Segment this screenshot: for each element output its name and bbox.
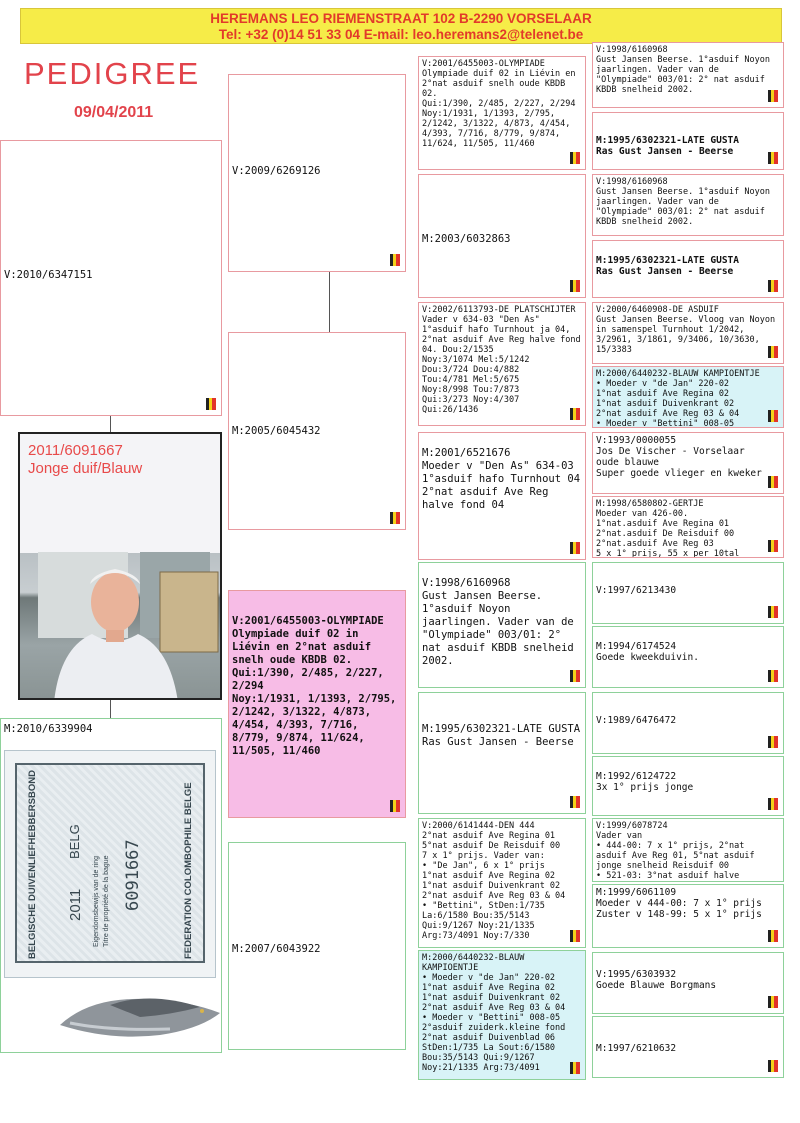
gen4-text: M:1997/6210632 (596, 1043, 677, 1054)
belgian-flag-icon (570, 930, 580, 942)
gen3-text: M:2000/6440232-BLAUW KAMPIOENTJE • Moeder v "de Jan" 220-02 1°nat asduif Ave Regina 02 1°nat asduif Duivenkrant 02 2°nat asduif Ave Reg 03 & 04 • Moeder v "Bettini" 008-05 2°asduif zuiderk.kleine fond 2°nat asduif Duivenblad 06 StDen:1/735 La Sout:6/1580 Bou:35/5143 Qui:9/1267 Noy:21/1335 Arg:73/4091 (422, 953, 566, 1073)
subject-ring: 2011/6091667 (28, 442, 123, 459)
gen3-text: V:2002/6113793-DE PLATSCHIJTER Vader v 634-03 "Den As" 1°asduif hafo Turnhout ja 04, 2°nat asduif Ave Reg halve fond 04. Dou:2/1535 Noy:3/1074 Mel:5/1242 Dou:3/724 Dou:4/882 Tou:4/781 Mel:5/675 Noy:8/998 Tou:7/873 Qui:3/273 Noy:4/307 Qui:26/1436 (422, 305, 581, 415)
gen4-text: M:1999/6061109 Moeder v 444-00: 7 x 1° prijs Zuster v 148-99: 5 x 1° prijs (596, 887, 762, 920)
gen4-text: M:1995/6302321-LATE GUSTA Ras Gust Jansen - Beerse (596, 135, 739, 157)
card-left-text: BELGISCHE DUIVENLIEFHEBBERSBOND (27, 770, 38, 959)
gen3-box-6[interactable] (418, 692, 586, 814)
belgian-flag-icon (570, 670, 580, 682)
gen4-text: M:1992/6124722 3x 1° prijs jonge (596, 771, 694, 793)
belgian-flag-icon (390, 254, 400, 266)
gen3-text: V:2001/6455003-OLYMPIADE Olympiade duif 02 in Liévin en 2°nat asduif snelh oude KBDB 02. Qui:1/390, 2/485, 2/227, 2/294 Noy:1/1931, 1/1393, 2/795, 2/1242, 3/1322, 4/873, 4/454, 4/393, 7/716, 8/779, 9/874, 11/624, 11/505, 11/460 (422, 59, 576, 149)
gen2-box-4[interactable] (228, 842, 406, 1050)
belgian-flag-icon (768, 346, 778, 358)
subject-description: Jonge duif/Blauw (28, 460, 143, 477)
gen4-box-12[interactable] (592, 756, 784, 816)
belgian-flag-icon (570, 542, 580, 554)
belgian-flag-icon (206, 398, 216, 410)
gen2-box-3[interactable] (228, 590, 406, 818)
gen4-text: V:1995/6303932 Goede Blauwe Borgmans (596, 969, 717, 991)
gen4-text: V:1997/6213430 (596, 585, 677, 596)
page-title: PEDIGREE (24, 56, 201, 91)
gen4-text: M:1995/6302321-LATE GUSTA Ras Gust Jansen - Beerse (596, 255, 739, 277)
belgian-flag-icon (390, 512, 400, 524)
belgian-flag-icon (768, 476, 778, 488)
card-ring-number: 6091667 (123, 839, 143, 911)
gen4-box-9[interactable] (592, 562, 784, 624)
gen4-text: V:2000/6460908-DE ASDUIF Gust Jansen Beerse. Vloog van Noyon in samenspel Turnhout 1/2042, 3/2961, 3/1861, 9/3406, 10/3630, 15/3383 (596, 305, 776, 355)
gen2-text: M:2007/6043922 (232, 943, 321, 955)
dam-ring: M:2010/6339904 (4, 723, 93, 735)
card-year: 2011 (67, 888, 84, 921)
gen4-box-2[interactable] (592, 112, 784, 170)
gen4-box-5[interactable] (592, 302, 784, 364)
card-middle-text: Eigendomsbewijs van de ring (93, 855, 100, 947)
ring-card (4, 750, 216, 978)
gen4-box-6[interactable] (592, 366, 784, 428)
gen4-box-14[interactable] (592, 884, 784, 948)
gen4-text: V:1999/6078724 Vader van • 444-00: 7 x 1° prijs, 2°nat asduif Ave Reg 01, 5°nat asduif jonge snelheid Reisduif 00 • 521-03: 3°nat asduif halve (596, 821, 755, 881)
gen3-box-2[interactable] (418, 174, 586, 298)
belgian-flag-icon (768, 798, 778, 810)
sire-box[interactable] (0, 140, 222, 416)
belgian-flag-icon (570, 796, 580, 808)
belgian-flag-icon (768, 996, 778, 1008)
gen4-text: M:1994/6174524 Goede kweekduivin. (596, 641, 699, 663)
belgian-flag-icon (570, 280, 580, 292)
belgian-flag-icon (768, 280, 778, 292)
belgian-flag-icon (768, 736, 778, 748)
belgian-flag-icon (768, 1060, 778, 1072)
card-middle-text-2: Titre de propriété de la bague (103, 855, 110, 947)
gen2-text: V:2001/6455003-OLYMPIADE Olympiade duif 02 in Liévin en 2°nat asduif snelh oude KBDB 02. Qui:1/390, 2/485, 2/227, 2/294 Noy:1/1931, 1/1393, 2/795, 2/1242, 3/1322, 4/873, 4/454, 4/393, 7/716, 8/779, 9/874, 11/624, 11/505, 11/460 (232, 615, 397, 757)
gen3-text: M:2001/6521676 Moeder v "Den As" 634-03 1°asduif hafo Turnhout 04 2°nat asduif Ave Reg halve fond 04 (422, 447, 581, 511)
gen2-text: V:2009/6269126 (232, 165, 321, 177)
belgian-flag-icon (768, 152, 778, 164)
pigeon-photo (18, 432, 222, 700)
gen3-text: M:1995/6302321-LATE GUSTA Ras Gust Jansen - Beerse (422, 723, 581, 748)
gen3-box-3[interactable] (418, 302, 586, 426)
belgian-flag-icon (768, 670, 778, 682)
gen4-text: V:1989/6476472 (596, 715, 677, 726)
header-contact: Tel: +32 (0)14 51 33 04 E-mail: leo.heremans2@telenet.be (218, 27, 584, 42)
gen3-text: V:2000/6141444-DEN 444 2°nat asduif Ave Regina 01 5°nat asduif De Reisduif 00 7 x 1° prijs. Vader van: • "De Jan", 6 x 1° prijs 1°nat asduif Ave Regina 02 1°nat asduif Duivenkrant 02 2°nat asduif Ave Reg 03 & 04 • "Bettini", StDen:1/735 La:6/1580 Bou:35/5143 Qui:9/1267 Noy:21/1335 Arg:73/4091 Noy:7/330 (422, 821, 566, 941)
header-address: HEREMANS LEO RIEMENSTRAAT 102 B-2290 VORSELAAR (210, 11, 592, 26)
belgian-flag-icon (570, 152, 580, 164)
belgian-flag-icon (768, 90, 778, 102)
card-right-text: FEDERATION COLOMBOPHILE BELGE (183, 782, 194, 959)
gen4-box-7[interactable] (592, 432, 784, 494)
belgian-flag-icon (768, 606, 778, 618)
gen4-text: V:1998/6160968 Gust Jansen Beerse. 1°asduif Noyon jaarlingen. Vader van de "Olympiade" 003/01: 2° nat asduif KBDB snelheid 2002. (596, 45, 770, 95)
gen4-box-10[interactable] (592, 626, 784, 688)
belgian-flag-icon (390, 800, 400, 812)
pigeon-icon (50, 985, 225, 1043)
pedigree-date: 09/04/2011 (74, 104, 154, 121)
gen4-box-1[interactable] (592, 42, 784, 108)
gen4-box-3[interactable] (592, 174, 784, 236)
sire-ring: V:2010/6347151 (4, 269, 93, 281)
gen4-box-13[interactable] (592, 818, 784, 882)
gen3-box-1[interactable] (418, 56, 586, 170)
gen4-text: V:1998/6160968 Gust Jansen Beerse. 1°asduif Noyon jaarlingen. Vader van de "Olympiade" 003/01: 2° nat asduif KBDB snelheid 2002. (596, 177, 770, 227)
gen3-text: M:2003/6032863 (422, 233, 511, 245)
gen4-box-4[interactable] (592, 240, 784, 298)
gen3-box-7[interactable] (418, 818, 586, 948)
gen3-box-5[interactable] (418, 562, 586, 688)
card-country: BELG (67, 824, 82, 859)
belgian-flag-icon (570, 1062, 580, 1074)
header-bar (20, 8, 782, 44)
belgian-flag-icon (768, 930, 778, 942)
connector-line (110, 700, 111, 718)
person-photo-icon (20, 434, 222, 700)
belgian-flag-icon (768, 540, 778, 552)
gen4-box-8[interactable] (592, 496, 784, 558)
gen4-box-15[interactable] (592, 952, 784, 1014)
gen4-text: V:1993/0000055 Jos De Vischer - Vorselaar oude blauwe Super goede vlieger en kweker (596, 435, 762, 479)
gen4-text: M:1998/6580802-GERTJE Moeder van 426-00. 1°nat.asduif Ave Regina 01 2°nat.asduif De Reisduif 00 2°nat.asduif Ave Reg 03 5 x 1° prijs, 55 x per 10tal (596, 499, 740, 558)
belgian-flag-icon (768, 410, 778, 422)
connector-line (329, 272, 330, 332)
gen4-text: M:2000/6440232-BLAUW KAMPIOENTJE • Moeder v "de Jan" 220-02 1°nat asduif Ave Regina 02 1°nat asduif Duivenkrant 02 2°nat asduif Ave Reg 03 & 04 • Moeder v "Bettini" 008-05 (596, 369, 760, 428)
gen2-text: M:2005/6045432 (232, 425, 321, 437)
gen4-box-16[interactable] (592, 1016, 784, 1078)
gen3-box-8[interactable] (418, 950, 586, 1080)
gen2-box-1[interactable] (228, 74, 406, 272)
gen4-box-11[interactable] (592, 692, 784, 754)
gen2-box-2[interactable] (228, 332, 406, 530)
belgian-flag-icon (570, 408, 580, 420)
gen3-box-4[interactable] (418, 432, 586, 560)
gen3-text: V:1998/6160968 Gust Jansen Beerse. 1°asduif Noyon jaarlingen. Vader van de "Olympiade" 003/01: 2° nat asduif KBDB snelheid 2002. (422, 577, 574, 667)
